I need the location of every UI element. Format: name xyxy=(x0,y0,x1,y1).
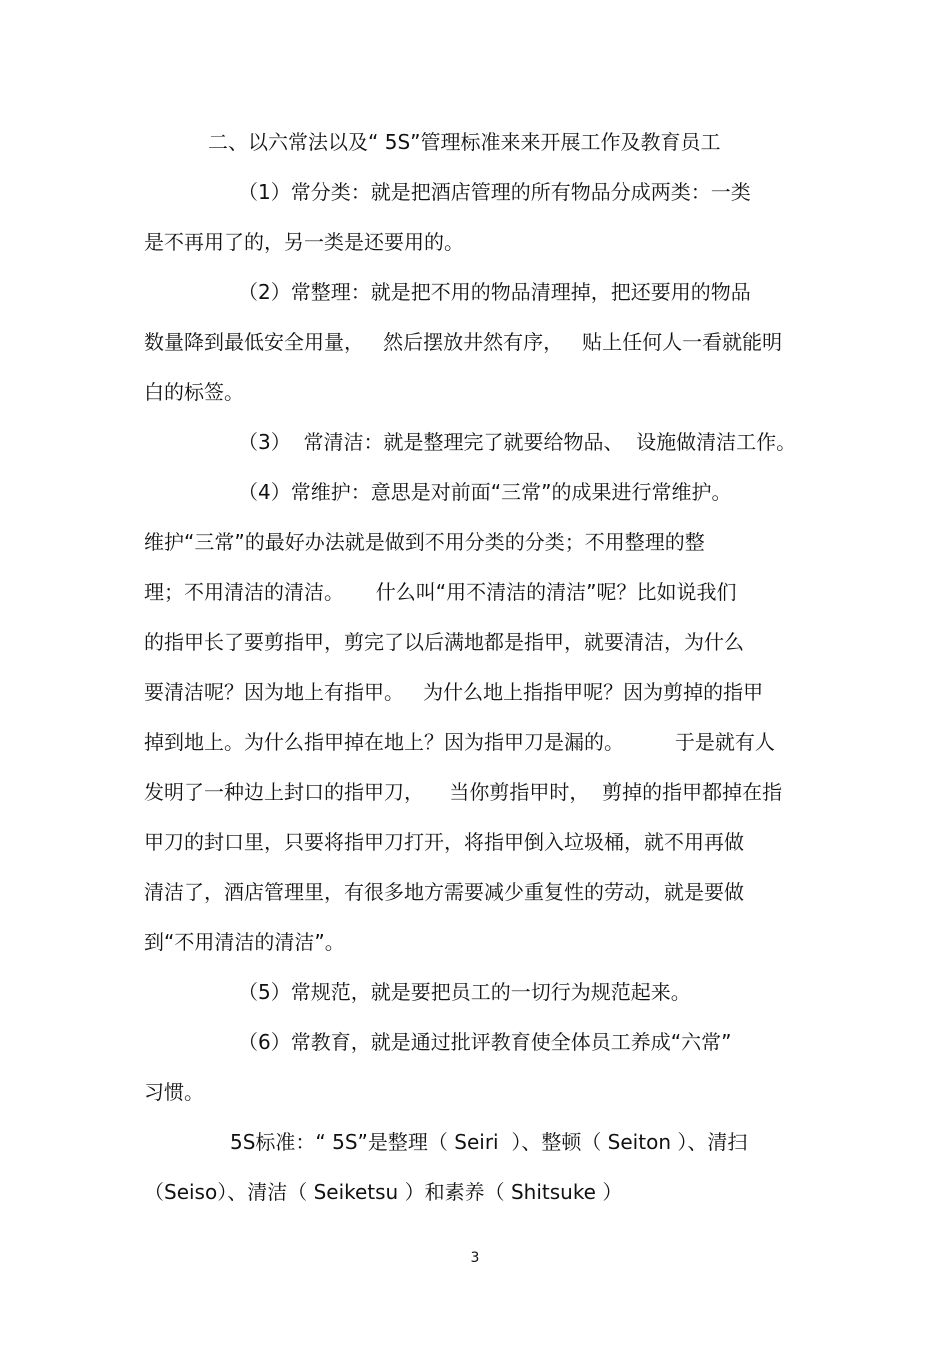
paragraph-line: （5）常规范，就是要把员工的一切行为规范起来。 xyxy=(238,980,691,1004)
paragraph-line: 数量降到最低安全用量， 然后摆放井然有序， 贴上任何人一看就能明 xyxy=(144,330,783,354)
paragraph-line: （4）常维护：意思是对前面“三常”的成果进行常维护。 xyxy=(238,480,732,504)
paragraph-line: 发明了一种边上封口的指甲刀， 当你剪指甲时， 剪掉的指甲都掉在指 xyxy=(144,780,783,804)
paragraph-line: 掉到地上。为什么指甲掉在地上？因为指甲刀是漏的。 于是就有人 xyxy=(144,730,775,754)
paragraph-line: （1）常分类：就是把酒店管理的所有物品分成两类：一类 xyxy=(238,180,751,204)
paragraph-line: 理；不用清洁的清洁。 什么叫“用不清洁的清洁”呢？比如说我们 xyxy=(144,580,737,604)
paragraph-line: （3） 常清洁：就是整理完了就要给物品、 设施做清洁工作。 xyxy=(238,430,797,454)
paragraph-line: 5S标准：“ 5S”是整理（ Seiri ）、整顿（ Seiton ）、清扫 xyxy=(230,1130,748,1154)
paragraph-line: （6）常教育，就是通过批评教育使全体员工养成“六常” xyxy=(238,1030,732,1054)
paragraph-line: 是不再用了的，另一类是还要用的。 xyxy=(144,230,464,254)
paragraph-line: 的指甲长了要剪指甲，剪完了以后满地都是指甲，就要清洁，为什么 xyxy=(144,630,744,654)
paragraph-line: （2）常整理：就是把不用的物品清理掉，把还要用的物品 xyxy=(238,280,751,304)
page-number: 3 xyxy=(470,1250,480,1266)
section-heading: 二、以六常法以及“ 5S”管理标准来来开展工作及教育员工 xyxy=(208,130,721,154)
paragraph-line: 清洁了，酒店管理里，有很多地方需要减少重复性的劳动，就是要做 xyxy=(144,880,744,904)
paragraph-line: （Seiso）、清洁（ Seiketsu ）和素养（ Shitsuke ） xyxy=(144,1180,623,1204)
paragraph-line: 甲刀的封口里，只要将指甲刀打开，将指甲倒入垃圾桶，就不用再做 xyxy=(144,830,744,854)
paragraph-line: 习惯。 xyxy=(144,1080,204,1104)
paragraph-line: 到“不用清洁的清洁”。 xyxy=(144,930,345,954)
paragraph-line: 白的标签。 xyxy=(144,380,244,404)
paragraph-line: 要清洁呢？因为地上有指甲。 为什么地上指指甲呢？因为剪掉的指甲 xyxy=(144,680,764,704)
paragraph-line: 维护“三常”的最好办法就是做到不用分类的分类；不用整理的整 xyxy=(144,530,705,554)
